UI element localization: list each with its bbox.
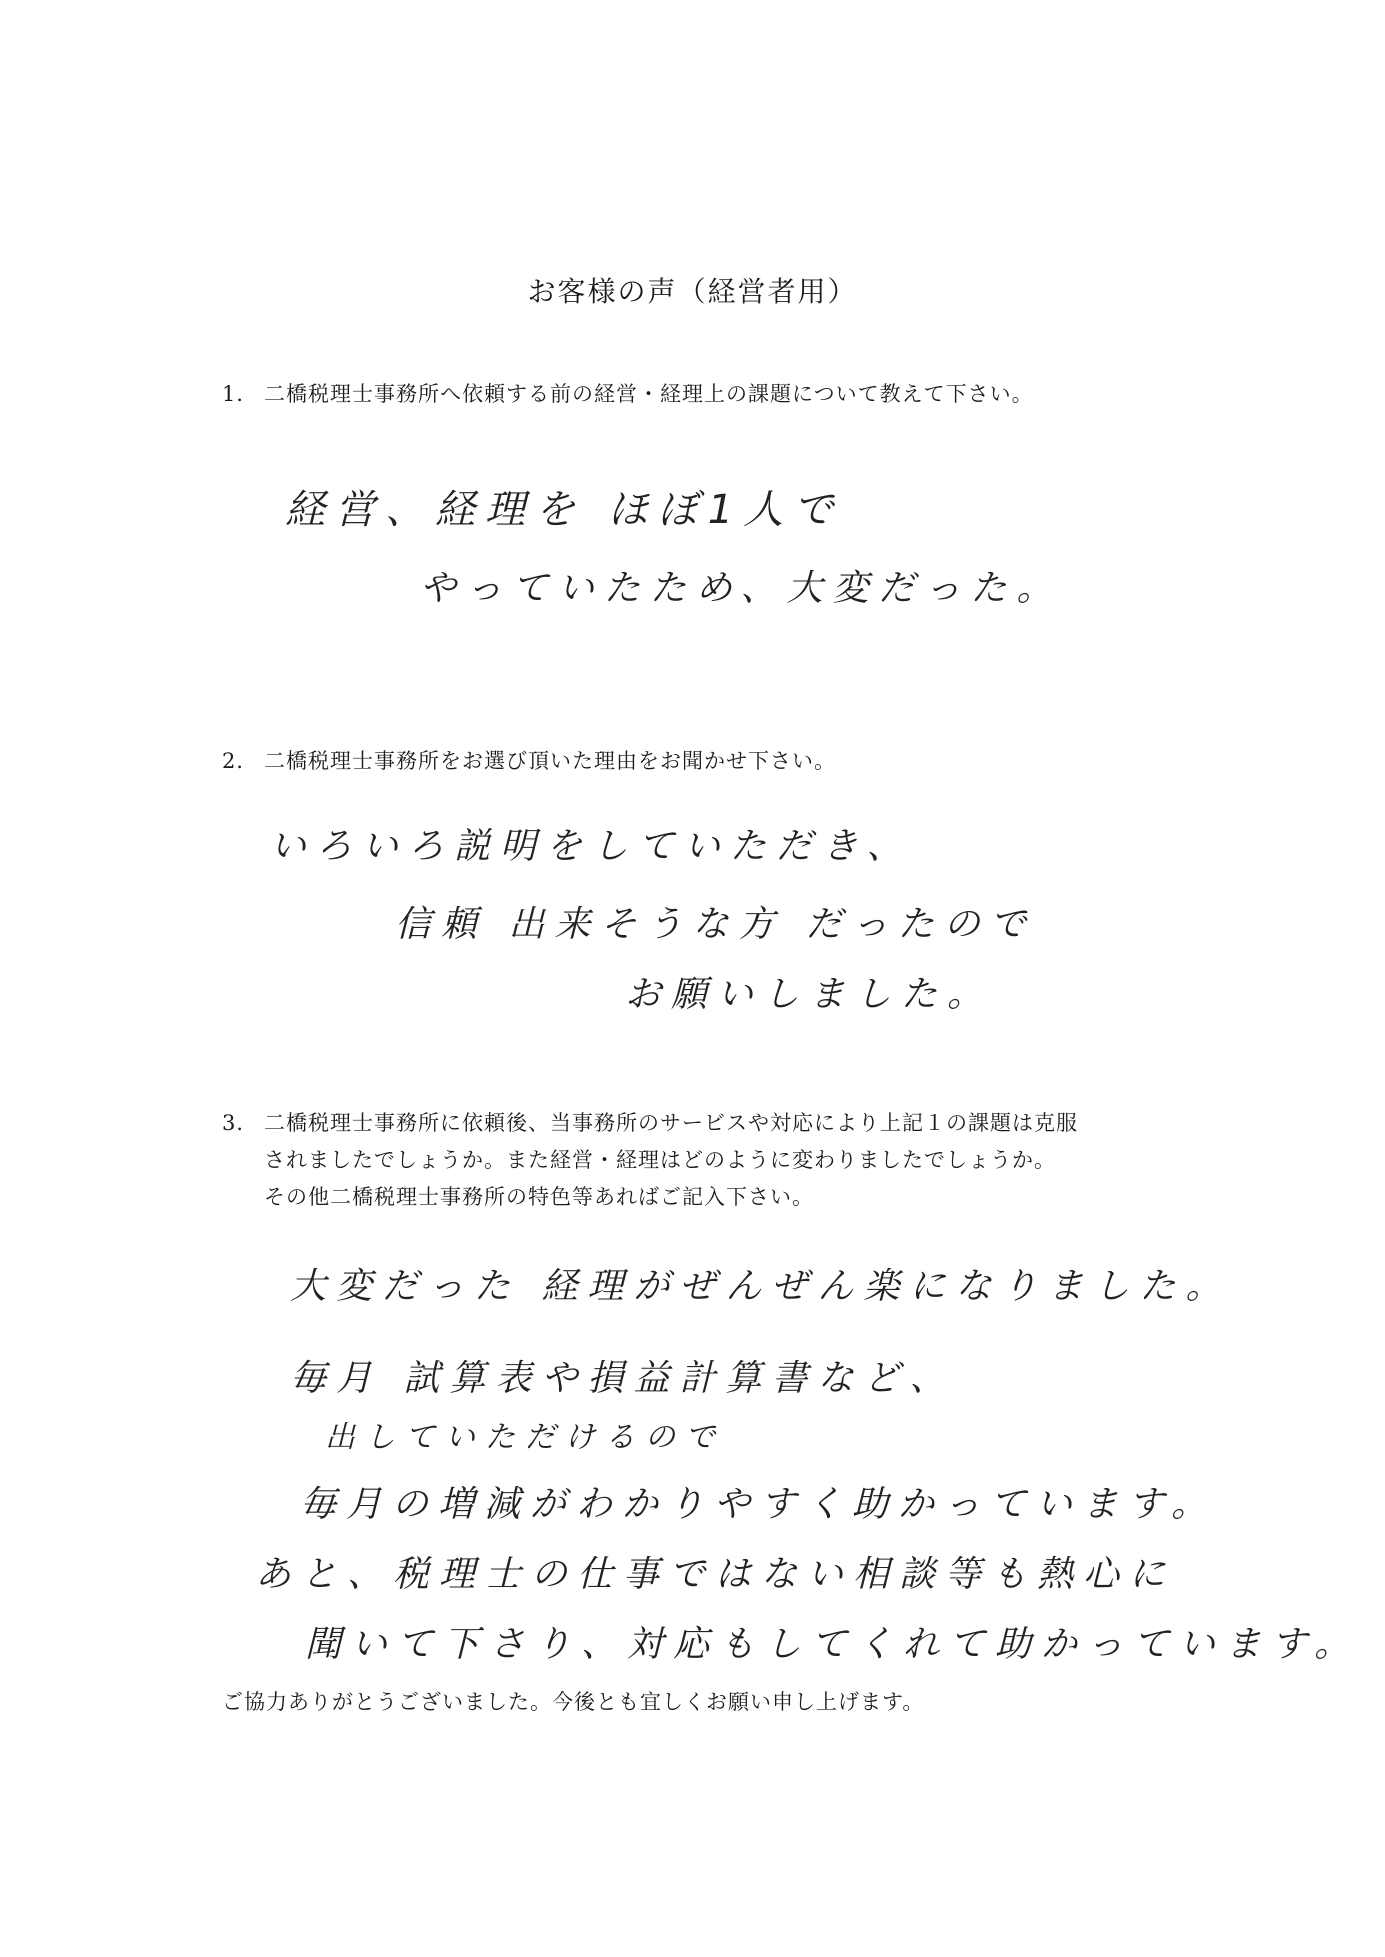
answer-1-line-2: やっていたため、大変だった。 (420, 568, 1063, 609)
answer-1-line-1: 経営、経理を ほぼ1人で (285, 487, 844, 533)
question-1 (222, 376, 1034, 413)
question-3-number: 3． (222, 1111, 259, 1135)
question-3 (222, 1105, 1078, 1216)
question-1-number: 1． (222, 382, 259, 406)
closing-message: ご協力ありがとうございました。今後とも宜しくお願い申し上げます。 (222, 1690, 925, 1714)
question-2-text: 二橋税理士事務所をお選び頂いた理由をお聞かせ下さい。 (264, 749, 836, 773)
question-2-number: 2． (222, 749, 259, 773)
question-3-text-line-2: されましたでしょうか。また経営・経理はどのように変わりましたでしょうか。 (264, 1148, 1056, 1172)
answer-3-line-2: 毎月 試算表や損益計算書など、 (290, 1358, 956, 1399)
answer-2-line-2: 信頼 出来そうな方 だったので (395, 904, 1036, 945)
answer-3-line-1: 大変だった 経理がぜんぜん楽になりました。 (290, 1266, 1232, 1307)
question-1-text: 二橋税理士事務所へ依頼する前の経営・経理上の課題について教えて下さい。 (264, 382, 1034, 406)
answer-2-line-1: いろいろ説明をしていただき、 (270, 826, 913, 867)
answer-3-line-3: 出していただけるので (325, 1420, 725, 1455)
answer-3-line-5: あと、税理士の仕事ではない相談等も熱心に (255, 1554, 1176, 1595)
question-3-text-line-1: 二橋税理士事務所に依頼後、当事務所のサービスや対応により上記１の課題は克服 (264, 1111, 1078, 1135)
page-title: お客様の声（経営者用） (527, 275, 858, 308)
question-2 (222, 743, 836, 780)
question-3-text-line-3: その他二橋税理士事務所の特色等あればご記入下さい。 (264, 1185, 814, 1209)
answer-3-line-6: 聞いて下さり、対応もしてくれて助かっています。 (305, 1624, 1361, 1665)
answer-3-line-4: 毎月の増減がわかりやすく助かっています。 (300, 1484, 1218, 1525)
answer-2-line-3: お願いしました。 (625, 974, 994, 1015)
